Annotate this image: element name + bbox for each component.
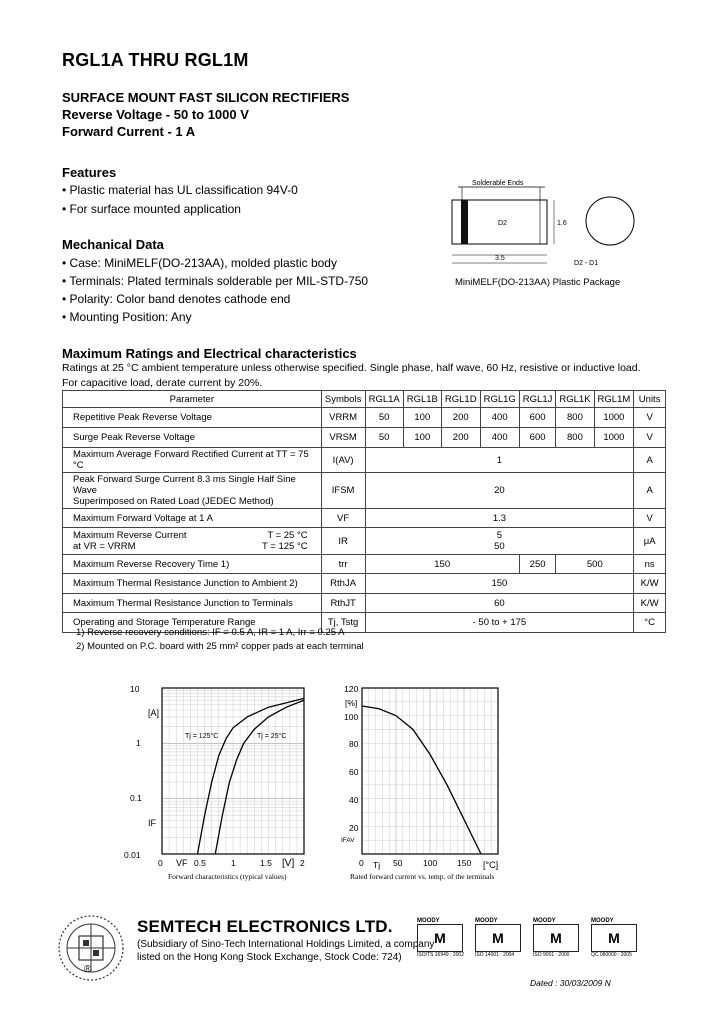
cert-label: MOODY: [591, 918, 614, 924]
chart1-x-label: VF: [176, 858, 188, 868]
cert-badge: [533, 918, 587, 964]
x-tick-label: 0: [359, 858, 364, 868]
symbol-cell: I(AV): [321, 448, 365, 473]
cert-mark-icon: M: [591, 924, 637, 952]
mechanical-item: • Case: MiniMELF(DO-213AA), molded plastic body: [62, 256, 337, 270]
chart1-caption: Forward characteristics (typical values): [168, 872, 287, 881]
value-cell: 150: [365, 555, 519, 574]
certification-badges: [417, 918, 662, 964]
col-header: RGL1M: [594, 391, 634, 408]
x-tick-label: 0.5: [194, 858, 206, 868]
feature-item: • For surface mounted application: [62, 202, 241, 216]
col-header: RGL1K: [556, 391, 594, 408]
x-tick-label: 0: [158, 858, 163, 868]
ratings-intro-2: For capacitive load, derate current by 20%.: [62, 377, 263, 389]
unit-cell: A: [634, 473, 666, 509]
company-line-2: listed on the Hong Kong Stock Exchange, Stock Code: 724): [137, 952, 402, 963]
unit-cell: A: [634, 448, 666, 473]
table-row: [63, 528, 666, 555]
series-line-ifav: [362, 706, 481, 854]
condition-line: T = 125 °C: [262, 541, 308, 552]
cert-label: MOODY: [533, 918, 556, 924]
chart2-y-label: IFAV: [341, 837, 355, 844]
registered-mark: ®: [84, 964, 92, 975]
col-header: RGL1A: [365, 391, 403, 408]
y-tick-label: 80: [349, 739, 359, 749]
param-cell: [63, 528, 322, 555]
param-cell: Maximum Forward Voltage at 1 A: [63, 509, 322, 528]
value-cell: 100: [403, 408, 441, 428]
dim-a: D2: [498, 220, 507, 227]
series-line-125c: [198, 698, 305, 854]
ratings-table: [62, 390, 666, 633]
cert-label: MOODY: [475, 918, 498, 924]
param-cell: Maximum Average Forward Rectified Current at TT = 75 °C: [63, 448, 322, 473]
col-header: RGL1B: [403, 391, 441, 408]
feature-item: • Plastic material has UL classification 94V-0: [62, 183, 298, 197]
table-row: [63, 448, 666, 473]
symbol-cell: IR: [321, 528, 365, 555]
mechanical-item: • Terminals: Plated terminals solderable per MIL-STD-750: [62, 274, 369, 288]
value-cell: 500: [556, 555, 634, 574]
y-tick-label: 1: [136, 738, 141, 748]
cert-badge: [591, 918, 645, 964]
unit-cell: V: [634, 509, 666, 528]
document-title: RGL1A THRU RGL1M: [62, 50, 249, 70]
footnote-1: 1) Reverse recovery conditions: IF = 0.5 A, IR = 1 A, Irr = 0.25 A: [76, 627, 345, 638]
mechanical-heading: Mechanical Data: [62, 237, 164, 252]
forward-current-line: Forward Current - 1 A: [62, 124, 196, 139]
value-line: 5: [496, 530, 503, 541]
y-tick-label: 10: [130, 684, 140, 694]
unit-cell: °C: [634, 613, 666, 633]
y-tick-label: 60: [349, 767, 359, 777]
cert-mark-icon: M: [417, 924, 463, 952]
col-header: RGL1J: [519, 391, 556, 408]
x-tick-label: 1.5: [260, 858, 272, 868]
col-header: Parameter: [63, 391, 322, 408]
table-row: [63, 555, 666, 574]
value-cell: 800: [556, 428, 594, 448]
value-cell: 20: [365, 473, 634, 509]
condition-line: T = 25 °C: [267, 530, 308, 541]
col-header: Units: [634, 391, 666, 408]
value-cell: 600: [519, 408, 556, 428]
param-cell: Surge Peak Reverse Voltage: [63, 428, 322, 448]
value-cell: 600: [519, 428, 556, 448]
y-tick-label: 100: [344, 712, 359, 722]
symbol-cell: VRSM: [321, 428, 365, 448]
cathode-band: [461, 200, 468, 244]
symbol-cell: VF: [321, 509, 365, 528]
ratings-intro-1: Ratings at 25 °C ambient temperature unless otherwise specified. Single phase, half wave, 60 Hz, resistive or inductive load.: [62, 362, 641, 374]
symbol-cell: VRRM: [321, 408, 365, 428]
table-row: [63, 594, 666, 613]
cert-caption: ISO 14001 : 2004: [475, 952, 515, 958]
param-line: Superimposed on Rated Load (JEDEC Method): [73, 496, 274, 507]
symbol-cell: trr: [321, 555, 365, 574]
param-line: Peak Forward Surge Current 8.3 ms Single Half Sine Wave: [73, 474, 296, 496]
chart2-x-label: Tj: [373, 860, 381, 870]
value-cell: [365, 528, 634, 555]
dim-d: D2 - D1: [574, 260, 599, 267]
solderable-ends-label: Solderable Ends: [472, 180, 524, 187]
cert-caption: ISO 9001 : 2000: [533, 952, 570, 958]
unit-cell: μA: [634, 528, 666, 555]
reverse-voltage-line: Reverse Voltage - 50 to 1000 V: [62, 107, 249, 122]
value-cell: 800: [556, 408, 594, 428]
chart2-x-unit: [°C]: [483, 860, 499, 870]
cert-caption: ISO/TS 16949 : 2002: [417, 952, 464, 958]
param-cell: Maximum Thermal Resistance Junction to Ambient 2): [63, 574, 322, 594]
unit-cell: V: [634, 408, 666, 428]
table-row: [63, 473, 666, 509]
cert-mark-icon: M: [533, 924, 579, 952]
unit-cell: K/W: [634, 594, 666, 613]
value-line: 50: [494, 541, 505, 552]
features-heading: Features: [62, 165, 117, 180]
x-tick-label: 1: [231, 858, 236, 868]
param-cell: Maximum Thermal Resistance Junction to Terminals: [63, 594, 322, 613]
y-tick-label: 120: [344, 684, 359, 694]
value-cell: 200: [441, 408, 480, 428]
cert-label: MOODY: [417, 918, 440, 924]
value-cell: 250: [519, 555, 556, 574]
value-cell: - 50 to + 175: [365, 613, 634, 633]
y-tick-label: 20: [349, 823, 359, 833]
symbol-cell: RthJA: [321, 574, 365, 594]
table-row: [63, 428, 666, 448]
table-row: [63, 574, 666, 594]
unit-cell: V: [634, 428, 666, 448]
chart1-y-unit: [A]: [148, 708, 160, 718]
symbol-cell: IFSM: [321, 473, 365, 509]
value-cell: 50: [365, 408, 403, 428]
x-tick-label: 150: [457, 858, 472, 868]
param-cell: Repetitive Peak Reverse Voltage: [63, 408, 322, 428]
chart1-series-label: Tj = 125°C: [185, 733, 219, 740]
chart1-series-label: Tj = 25°C: [257, 733, 287, 740]
y-tick-label: 0.01: [124, 850, 141, 860]
value-cell: 1000: [594, 408, 634, 428]
value-cell: 200: [441, 428, 480, 448]
value-cell: 60: [365, 594, 634, 613]
mechanical-item: • Mounting Position: Any: [62, 310, 192, 324]
col-header: RGL1G: [480, 391, 519, 408]
semtech-logo: [52, 910, 130, 988]
diode-end-view: [586, 197, 634, 245]
package-caption: MiniMELF(DO-213AA) Plastic Package: [455, 277, 621, 288]
cert-mark-icon: M: [475, 924, 521, 952]
param-cell: Maximum Reverse Recovery Time 1): [63, 555, 322, 574]
value-cell: 1.3: [365, 509, 634, 528]
ratings-heading: Maximum Ratings and Electrical characteristics: [62, 346, 357, 361]
table-row: [63, 509, 666, 528]
value-cell: 50: [365, 428, 403, 448]
param-cell: Operating and Storage Temperature Range: [63, 613, 322, 633]
value-cell: 150: [365, 574, 634, 594]
param-cell: [63, 473, 322, 509]
dim-b: 3.5: [495, 255, 505, 262]
dim-c: 1.6: [557, 220, 567, 227]
symbol-cell: RthJT: [321, 594, 365, 613]
forward-characteristics-chart: [120, 678, 325, 883]
value-cell: 1: [365, 448, 634, 473]
value-cell: 400: [480, 408, 519, 428]
company-line-1: (Subsidiary of Sino-Tech International Holdings Limited, a company: [137, 939, 435, 950]
chart1-x-unit: [V]: [282, 858, 295, 869]
col-header: RGL1D: [441, 391, 480, 408]
x-tick-label: 100: [423, 858, 438, 868]
chart2-caption: Rated forward current vs. temp. of the terminals: [350, 872, 495, 881]
symbol-cell: Tj, Tstg: [321, 613, 365, 633]
value-cell: 1000: [594, 428, 634, 448]
mechanical-item: • Polarity: Color band denotes cathode end: [62, 292, 291, 306]
date-stamp: Dated : 30/03/2009 N: [530, 978, 611, 988]
cert-badge: [417, 918, 471, 964]
y-tick-label: 0.1: [130, 793, 142, 803]
chart2-y-unit: [%]: [345, 698, 358, 708]
series-line-25c: [215, 700, 304, 854]
table-row: [63, 408, 666, 428]
table-header-row: [63, 391, 666, 408]
rated-current-chart: [335, 678, 505, 883]
y-tick-label: 40: [349, 795, 359, 805]
document-subtitle: SURFACE MOUNT FAST SILICON RECTIFIERS: [62, 90, 350, 105]
chart1-y-label: IF: [148, 818, 156, 828]
col-header: Symbols: [321, 391, 365, 408]
unit-cell: K/W: [634, 574, 666, 594]
cert-badge: [475, 918, 529, 964]
unit-cell: ns: [634, 555, 666, 574]
cert-caption: QC 080000 : 2005: [591, 952, 632, 958]
footnote-2: 2) Mounted on P.C. board with 25 mm² copper pads at each terminal: [76, 641, 364, 652]
value-cell: 100: [403, 428, 441, 448]
param-line: Maximum Reverse Current: [73, 530, 187, 541]
company-name: SEMTECH ELECTRONICS LTD.: [137, 917, 393, 936]
param-line: at VR = VRRM: [73, 541, 136, 552]
x-tick-label: 2: [300, 858, 305, 868]
x-tick-label: 50: [393, 858, 403, 868]
value-cell: 400: [480, 428, 519, 448]
